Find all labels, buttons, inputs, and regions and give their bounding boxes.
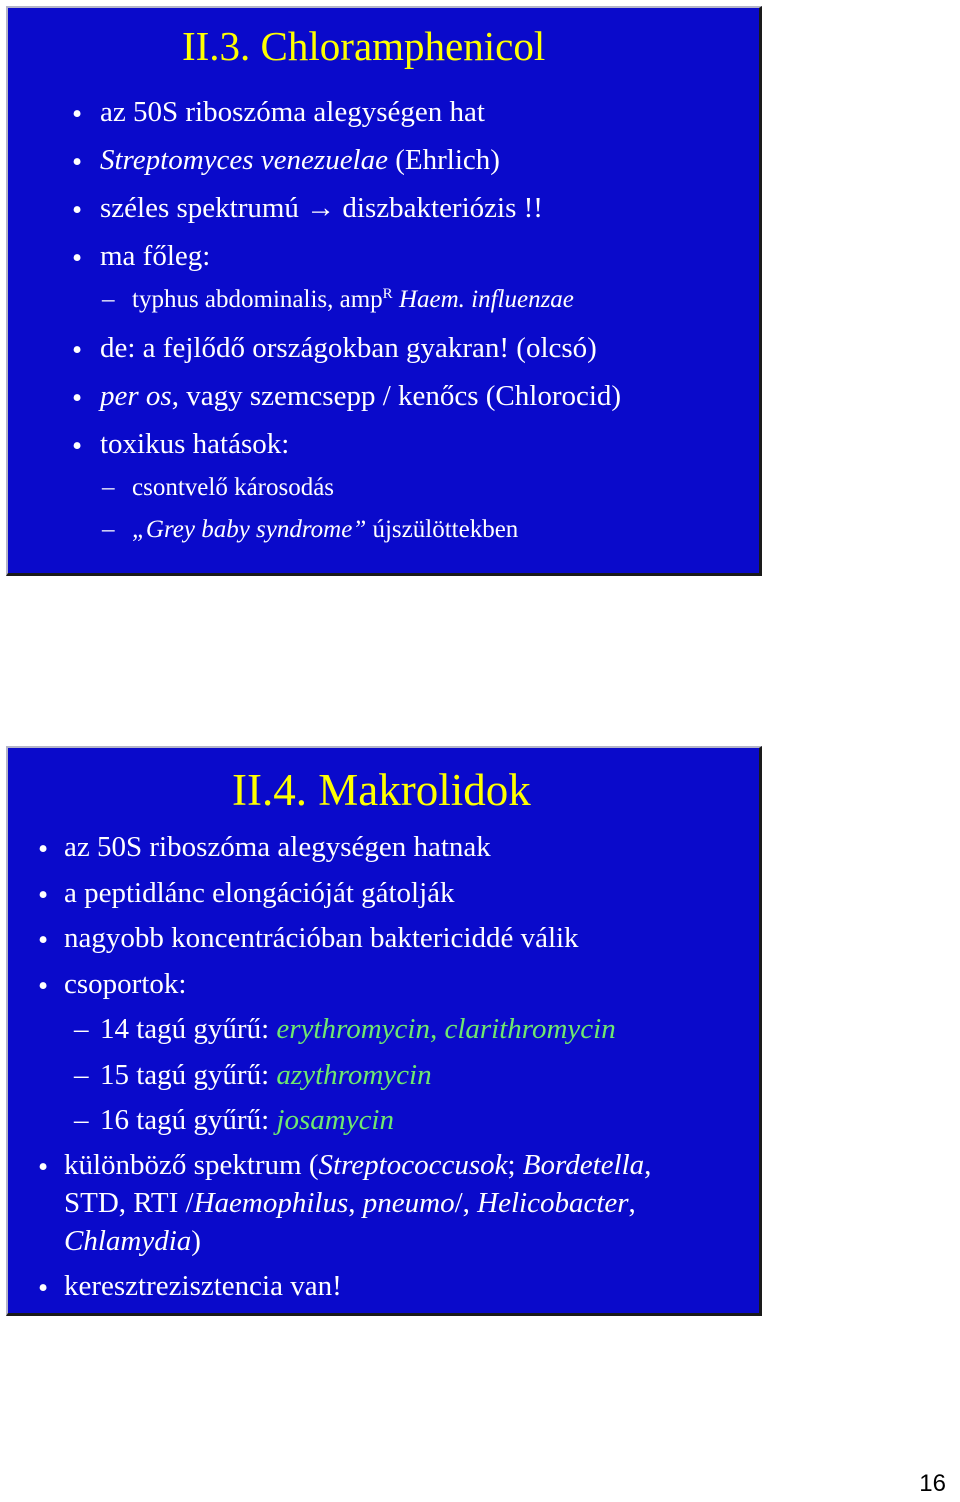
bullet: • [38, 833, 49, 865]
item-text: keresztrezisztencia van! [64, 1270, 342, 1302]
bullet: • [72, 430, 83, 462]
item-text: , [644, 1149, 652, 1181]
bullet: • [72, 194, 83, 226]
bullet: • [38, 1151, 49, 1183]
list-item-continuation [64, 1184, 636, 1222]
item-text: 16 tagú gyűrű: [100, 1104, 277, 1136]
list-item [100, 330, 597, 366]
item-text: STD, RTI / [64, 1187, 194, 1219]
bullet: • [38, 1272, 49, 1304]
item-text: az 50S riboszóma alegységen hat [100, 96, 485, 128]
bullet: • [72, 98, 83, 130]
sub-item [100, 1010, 616, 1048]
organism-name: pneumo [362, 1187, 455, 1219]
species-name: Streptomyces venezuelae [100, 144, 388, 176]
list-item [64, 1267, 342, 1305]
item-text: a peptidlánc elongációját gátolják [64, 877, 455, 909]
list-item [100, 238, 210, 274]
list-item [100, 94, 485, 130]
organism-name: Haemophilus [193, 1187, 349, 1219]
dash: – [74, 1104, 89, 1136]
bullet: • [72, 382, 83, 414]
dash: – [102, 516, 115, 543]
bullet: • [38, 970, 49, 1002]
item-text: , [628, 1187, 636, 1219]
bullet: • [38, 924, 49, 956]
list-item [64, 874, 455, 912]
item-text: diszbakteriózis !! [335, 192, 543, 224]
list-item-continuation [64, 1222, 201, 1260]
superscript: R [382, 286, 393, 302]
dash: – [102, 474, 115, 501]
dash: – [74, 1013, 89, 1045]
item-text: nagyobb koncentrációban baktericiddé válik [64, 922, 579, 954]
list-item [64, 919, 579, 957]
item-text: ma főleg: [100, 240, 211, 272]
list-item [100, 190, 543, 226]
item-text: széles spektrumú [100, 192, 307, 224]
page-number: 16 [919, 1470, 946, 1497]
sub-item [132, 472, 334, 504]
item-text: , vagy szemcsepp / kenőcs (Chlorocid) [171, 380, 622, 412]
list-item [64, 965, 186, 1003]
organism-name: Helicobacter [477, 1187, 629, 1219]
bullet: • [72, 146, 83, 178]
item-text: , [348, 1187, 363, 1219]
list-item [100, 378, 621, 414]
item-text: csontvelő károsodás [132, 474, 335, 501]
dash: – [74, 1059, 89, 1091]
slide-makrolidok [6, 746, 762, 1316]
slide-title: II.3. Chloramphenicol [182, 23, 546, 69]
sub-item [132, 514, 518, 546]
slide-chloramphenicol [6, 6, 762, 576]
list-item [100, 142, 500, 178]
item-text: /, [454, 1187, 478, 1219]
item-text: újszülöttekben [366, 516, 519, 543]
item-text: de: a fejlődő országokban gyakran! (olcsó) [100, 332, 597, 364]
item-text: ) [191, 1225, 201, 1257]
item-text: 14 tagú gyűrű: [100, 1013, 277, 1045]
species-name: Haem. influenzae [392, 286, 574, 313]
item-text: az 50S riboszóma alegységen hatnak [64, 831, 491, 863]
item-text: toxikus hatások: [100, 428, 290, 460]
dash: – [102, 286, 115, 313]
drug-names: erythromycin, clarithromycin [276, 1013, 616, 1045]
item-text: 15 tagú gyűrű: [100, 1059, 277, 1091]
item-text: különböző spektrum ( [64, 1149, 319, 1181]
organism-name: Streptococcusok [318, 1149, 508, 1181]
organism-name: Bordetella [522, 1149, 645, 1181]
drug-names: josamycin [276, 1104, 394, 1136]
bullet: • [38, 879, 49, 911]
sub-item [100, 1056, 432, 1094]
list-item [100, 426, 289, 462]
bullet: • [72, 334, 83, 366]
syndrome-name: „Grey baby syndrome” [132, 516, 367, 543]
list-item [64, 828, 491, 866]
organism-name: Chlamydia [64, 1225, 192, 1257]
item-text: csoportok: [64, 968, 187, 1000]
slide-title: II.4. Makrolidok [232, 765, 531, 815]
item-text: typhus abdominalis, amp [132, 286, 383, 313]
sub-item [100, 1101, 394, 1139]
item-text: (Ehrlich) [388, 144, 500, 176]
list-item [64, 1146, 651, 1184]
latin-term: per os [100, 380, 172, 412]
arrow-icon: → [306, 192, 336, 224]
item-text: ; [507, 1149, 523, 1181]
bullet: • [72, 242, 83, 274]
drug-names: azythromycin [276, 1059, 432, 1091]
sub-item [132, 284, 574, 316]
